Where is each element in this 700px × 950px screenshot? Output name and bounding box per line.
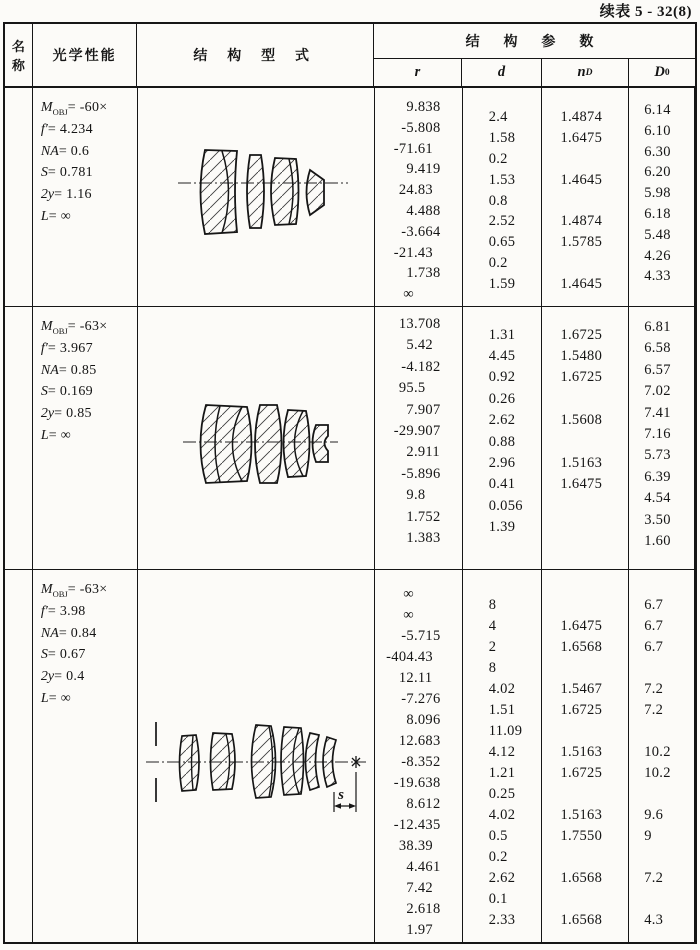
value-cell: 9.838 (406, 99, 441, 115)
performance-line: f′= 3.98 (40, 603, 86, 619)
value-cell: 10.2 (644, 743, 671, 760)
performance-line: f′= 3.967 (40, 340, 93, 356)
value-cell (542, 784, 628, 805)
performance-line: L= ∞ (40, 427, 71, 443)
value-cell: 4.33 (644, 268, 671, 285)
value-cell: 2.96 (488, 455, 516, 472)
value-cell: 0.41 (488, 476, 516, 493)
n-label: n (577, 64, 586, 80)
value-cell: 4.488 (406, 202, 441, 219)
value-cell: 7.2 (644, 869, 664, 886)
value-cell: 8.612 (406, 796, 441, 812)
value-cell: 6.58 (644, 340, 671, 357)
value-cell: 6.39 (644, 468, 671, 485)
performance-line: NA= 0.6 (40, 143, 90, 159)
value-cell: 5.42 (406, 337, 433, 354)
column-D0-values (629, 307, 695, 569)
value-cell: 1.5467 (560, 680, 603, 697)
value-cell (629, 784, 694, 805)
column-d-values (463, 570, 543, 942)
value-cell: 6.20 (644, 164, 671, 181)
value-cell: 2.62 (488, 412, 516, 429)
value-cell: -29.907 (393, 422, 441, 439)
value-cell: 1.59 (488, 275, 516, 292)
value-cell: 24.83 (398, 182, 433, 199)
value-cell: 1.53 (488, 171, 516, 188)
value-cell (542, 595, 628, 616)
value-cell: 4.02 (488, 806, 516, 823)
value-cell: 4 (488, 617, 497, 634)
performance-line: S= 0.169 (40, 384, 93, 400)
value-cell: 1.6568 (560, 911, 603, 928)
value-cell: 1.60 (644, 532, 671, 549)
value-cell: 0.2 (488, 848, 508, 865)
value-cell: 2 (488, 638, 497, 655)
lens-cross-section-drawing (138, 570, 375, 942)
value-cell: -21.43 (393, 244, 433, 261)
value-cell (542, 253, 628, 274)
value-cell: 1.6568 (560, 869, 603, 886)
value-cell: 1.58 (488, 130, 516, 147)
value-cell: 4.26 (644, 247, 671, 264)
column-d-values (463, 88, 543, 306)
value-cell: 1.6568 (560, 638, 603, 655)
value-cell: 38.39 (398, 838, 433, 854)
value-cell: 0.26 (488, 390, 516, 407)
value-cell: -404.43 (386, 649, 433, 665)
performance-line: $M_{OBJ}= -63\times$ (40, 582, 108, 599)
value-cell: 12.11 (398, 670, 433, 686)
value-cell: 1.738 (406, 265, 441, 282)
table-row-objective-3 (5, 569, 695, 942)
value-cell (629, 889, 694, 910)
lens-diagram-1 (138, 88, 375, 306)
value-cell: 5.73 (644, 447, 671, 464)
header-structure-parameters: 结 构 参 数 (374, 24, 695, 59)
lens-diagram-3 (138, 570, 375, 942)
value-cell: 12.683 (398, 733, 441, 749)
value-cell: 0.8 (488, 192, 508, 209)
value-cell: 1.383 (406, 529, 441, 546)
table-caption: 续表 5 - 32(8) (599, 4, 692, 20)
value-cell: 7.02 (644, 383, 671, 400)
value-cell (542, 191, 628, 212)
value-cell: 1.5163 (560, 455, 603, 472)
value-cell: -5.808 (401, 119, 441, 136)
table-row-objective-1 (5, 87, 695, 306)
value-cell: -8.352 (401, 754, 441, 770)
lens-elements (179, 725, 336, 798)
table-header (5, 24, 695, 87)
value-cell: 1.752 (406, 508, 441, 525)
value-cell: 0.5 (488, 827, 508, 844)
value-cell: 9.6 (644, 806, 664, 823)
column-r-values (375, 570, 463, 942)
value-cell: 1.31 (488, 326, 516, 343)
header-structure-type: 结 构 型 式 (137, 24, 374, 86)
value-cell: -3.664 (401, 223, 441, 240)
value-cell: 7.41 (644, 404, 671, 421)
value-cell: 2.911 (406, 444, 440, 461)
value-cell: 2.618 (406, 901, 441, 917)
column-nD-values (542, 88, 629, 306)
value-cell: -5.715 (401, 628, 441, 644)
value-cell: 4.45 (488, 348, 516, 365)
value-cell (542, 149, 628, 170)
value-cell: 4.461 (406, 859, 441, 875)
name-cell (5, 307, 33, 569)
value-cell: 11.09 (488, 722, 523, 739)
value-cell: 7.16 (644, 425, 671, 442)
value-cell: 6.81 (644, 319, 671, 335)
value-cell: 6.30 (644, 143, 671, 160)
value-cell: 1.5480 (560, 348, 603, 365)
value-cell: ∞ (403, 286, 414, 303)
value-cell (542, 889, 628, 910)
column-r-values (375, 307, 463, 569)
value-cell: 0.92 (488, 369, 516, 386)
value-cell: 1.6725 (560, 701, 603, 718)
header-name: 名称 (5, 24, 33, 86)
value-cell: -12.435 (393, 817, 441, 833)
value-cell (542, 432, 628, 453)
header-D0: D 0 (654, 64, 670, 80)
value-cell: 1.39 (488, 519, 516, 536)
value-cell: 1.6475 (560, 476, 603, 493)
optical-performance-cell (33, 570, 138, 942)
value-cell: 13.708 (398, 316, 441, 332)
value-cell: 8.096 (406, 712, 441, 728)
value-cell: 1.6725 (560, 326, 603, 343)
optical-performance-cell (33, 88, 138, 306)
column-r-values (375, 88, 463, 306)
value-cell: 6.14 (644, 102, 671, 118)
lens-elements (200, 405, 328, 483)
performance-line: S= 0.781 (40, 165, 93, 181)
value-cell: 7.907 (406, 401, 441, 418)
value-cell: 1.5608 (560, 412, 603, 429)
value-cell: 2.4 (488, 109, 508, 126)
column-nD-values (542, 570, 629, 942)
value-cell: 4.3 (644, 911, 664, 928)
lens-elements (200, 150, 324, 234)
value-cell: 1.4645 (560, 171, 603, 188)
value-cell: 9.8 (406, 487, 426, 504)
value-cell: 2.52 (488, 213, 516, 230)
value-cell: -71.61 (393, 140, 433, 157)
value-cell: 0.25 (488, 785, 516, 802)
lens-cross-section-drawing (138, 88, 375, 306)
optical-performance-cell (33, 307, 138, 569)
value-cell: 1.97 (406, 922, 433, 938)
value-cell: 1.21 (488, 764, 516, 781)
performance-line: S= 0.67 (40, 647, 86, 663)
header-nD: n D (542, 59, 629, 86)
value-cell (629, 658, 694, 679)
value-cell: 4.02 (488, 680, 516, 697)
value-cell: -4.182 (401, 358, 441, 375)
performance-line: f′= 4.234 (40, 121, 93, 137)
value-cell: 7.2 (644, 680, 664, 697)
performance-line: $M_{OBJ}= -63\times$ (40, 319, 108, 336)
value-cell: 1.6475 (560, 130, 603, 147)
value-cell: 6.7 (644, 638, 664, 655)
value-cell: 4.54 (644, 490, 671, 507)
value-cell: 0.056 (488, 497, 523, 514)
value-cell: 6.57 (644, 361, 671, 378)
value-cell: 8 (488, 659, 497, 676)
lens-cross-section-drawing (138, 307, 375, 569)
r-label: r (414, 64, 421, 80)
name-cell (5, 570, 33, 942)
value-cell (542, 389, 628, 410)
performance-line: NA= 0.84 (40, 625, 97, 641)
value-cell: 95.5 (398, 380, 426, 397)
value-cell (629, 721, 694, 742)
value-cell: 1.5163 (560, 806, 603, 823)
table-row-objective-2 (5, 306, 695, 569)
value-cell (542, 496, 628, 517)
value-cell: 1.5785 (560, 234, 603, 251)
value-cell: 1.4874 (560, 213, 603, 230)
value-cell (542, 658, 628, 679)
value-cell: 4.12 (488, 743, 516, 760)
header-parameter-subrow (374, 59, 695, 86)
value-cell: -5.896 (401, 465, 441, 482)
D-label: D (654, 64, 665, 80)
column-d-values (463, 307, 543, 569)
header-d (462, 59, 542, 86)
value-cell (542, 847, 628, 868)
lens-diagram-2 (138, 307, 375, 569)
value-cell: ∞ (403, 607, 414, 623)
value-cell: 7.42 (406, 880, 433, 896)
value-cell: -7.276 (401, 691, 441, 707)
value-cell: 5.48 (644, 226, 671, 243)
value-cell: 3.50 (644, 511, 671, 528)
value-cell: 0.1 (488, 890, 508, 907)
value-cell: 6.7 (644, 617, 664, 634)
column-nD-values (542, 307, 629, 569)
performance-line: $M_{OBJ}= -60\times$ (40, 100, 108, 117)
value-cell: 1.6475 (560, 617, 603, 634)
value-cell: 6.7 (644, 596, 664, 613)
optics-data-table (3, 22, 697, 944)
d-label: d (497, 64, 506, 80)
value-cell: 7.2 (644, 701, 664, 718)
value-cell: 0.2 (488, 150, 508, 167)
value-cell: 2.62 (488, 869, 516, 886)
value-cell: 10.2 (644, 764, 671, 781)
header-r (374, 59, 462, 86)
value-cell: 8 (488, 596, 497, 613)
column-D0-values (629, 570, 695, 942)
name-cell (5, 88, 33, 306)
value-cell: 1.4874 (560, 109, 603, 126)
value-cell: 1.7550 (560, 827, 603, 844)
value-cell: 6.18 (644, 205, 671, 222)
value-cell: -19.638 (393, 775, 441, 791)
value-cell: 6.10 (644, 122, 671, 139)
performance-line: L= ∞ (40, 690, 71, 706)
performance-line: 2y= 1.16 (40, 187, 92, 203)
value-cell (542, 517, 628, 538)
header-optical-performance: 光学性能 (33, 24, 137, 86)
performance-line: L= ∞ (40, 208, 71, 224)
performance-line: 2y= 0.85 (40, 406, 92, 422)
performance-line: NA= 0.85 (40, 362, 97, 378)
performance-line: 2y= 0.4 (40, 669, 85, 685)
s-distance-label: s (337, 787, 344, 803)
column-D0-values (629, 88, 695, 306)
value-cell: ∞ (403, 586, 414, 602)
value-cell (629, 847, 694, 868)
value-cell: 9.419 (406, 161, 441, 178)
value-cell: 2.33 (488, 911, 516, 928)
value-cell: 1.6725 (560, 369, 603, 386)
header-structure-parameters-group (374, 24, 695, 86)
value-cell: 0.88 (488, 433, 516, 450)
value-cell: 1.51 (488, 701, 516, 718)
value-cell: 1.5163 (560, 743, 603, 760)
value-cell: 1.6725 (560, 764, 603, 781)
value-cell: 0.2 (488, 254, 508, 271)
value-cell: 1.4645 (560, 275, 603, 292)
value-cell: 9 (644, 827, 652, 844)
value-cell: 0.65 (488, 234, 516, 251)
value-cell (542, 721, 628, 742)
value-cell: 5.98 (644, 185, 671, 202)
